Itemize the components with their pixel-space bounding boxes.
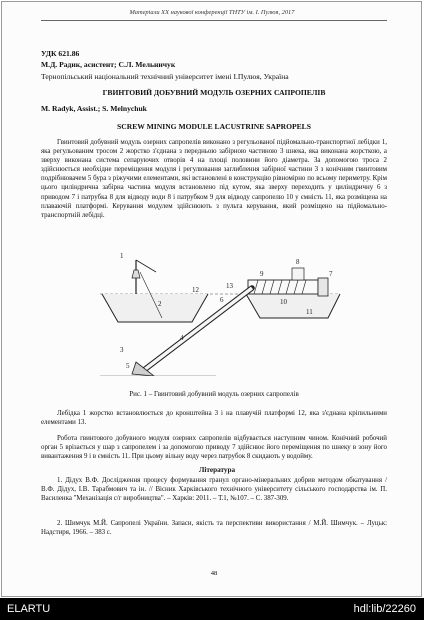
running-header: Матеріали XX наукової конференції ТНТУ ім. І. Пулюя, 2017 — [129, 9, 295, 16]
page-number: 48 — [210, 570, 218, 577]
literature-heading: Література — [199, 466, 236, 474]
header-rule — [41, 20, 387, 21]
udc-code: УДК 621.86 — [41, 49, 80, 58]
callout-4: 4 — [180, 334, 184, 342]
paragraph-3: Робота гвинтового добувного модуля озерних сапропелів відбувається наступним чином. Конічний робочий орган 5 врізається у шар з сапропелем і за допомогою приводу 7 здійснює його переміщення по шнеку в зону його вивантаження 9 і в ємність 11. При цьому вільну воду через патрубок 8 скидають у водойму. — [41, 435, 387, 461]
authors-en: M. Radyk, Assist.; S. Melnychuk — [41, 104, 147, 113]
callout-2: 2 — [158, 300, 162, 308]
callout-7: 7 — [329, 270, 333, 278]
callout-10: 10 — [280, 298, 287, 306]
callout-6: 6 — [220, 296, 224, 304]
callout-13: 13 — [226, 282, 233, 290]
left-pontoon — [102, 294, 208, 322]
callout-9: 9 — [260, 270, 264, 278]
reference-2: 2. Шимчук М.Й. Сапропелі України. Запаси, якість та перспективи використання / М.Й. Шимчук. – Луцьк: Надстиря, 1966. – 383 с. — [41, 520, 387, 537]
title-en: SCREW MINING MODULE LACUSTRINE SAPROPELS — [117, 122, 311, 131]
callout-3: 3 — [120, 346, 124, 354]
title-ua: ГВИНТОВИЙ ДОБУВНИЙ МОДУЛЬ ОЗЕРНИХ САПРОПЕЛІВ — [102, 88, 326, 97]
discharge-screw — [248, 280, 318, 294]
module-diagram — [96, 248, 342, 376]
callout-1: 1 — [120, 252, 124, 260]
paragraph-1: Гвинтовий добувний модуль озерних сапропелів виконано з регульованої підйомально-транспортної лебідки 1, яка регульованим тросом 2 жорстко з'єднана з передньою забірною частиною 3 шнека, яка виконана жорсткою, а зверху виконана система сепаруючих отворів 4 на площі половини його діаметра. За допомогою троса 2 здійснюється необхідне переміщення модуля і регулювання заглиблення забірної частини 3 з конічним гвинтовим подрібнювачем 5 бура з ріжучими елементами, які встановлені в конструкцію рівномірно по всьому периметру. Крім цього циліндрична забірна частина модуля встановлено під кутом, яка зверху переходить у циліндричну 6 з приводом 7 і патрубка 8 для відводу води 8 і патрубком 9 для відводу сапропелю 10 у ємність 11, яка розміщена на плаваючій платформі. Керування модулем здійснюють з пульта керування, який розміщено на підйомально-транспортній лебідці. — [41, 139, 387, 219]
module-drawing — [96, 248, 342, 376]
document-page — [1, 1, 422, 597]
water-outlet — [292, 268, 304, 280]
paragraph-2: Лебідка 1 жорстко встановлюється до кронштейна 3 і на плавучій платформі 12, яка з'єднана кріпильними елементами 13. — [41, 410, 387, 427]
drive-unit — [318, 278, 328, 296]
affiliation: Тернопільський національний технічний університет імені І.Пулюя, Україна — [41, 72, 289, 81]
handle-id: hdl:lib/22260 — [353, 603, 416, 615]
authors-ua: М.Д. Радик, асистент; С.Л. Мельничук — [41, 60, 176, 69]
winch — [132, 270, 140, 278]
reference-1: 1. Дідух В.Ф. Дослідження процесу формування гранул органо-мінеральних добрив методом обкатування / В.Ф. Дідух, І.В. Тарабмович та ін. // Вісник Харківського технічного університету сільського господарства ім. П. Василенка "Механізація с/г виробництва". – Харків: 2011. – Т.1, №107. – С. 387-309. — [41, 477, 387, 503]
figure-caption: Рис. 1 – Гвинтовий добувний модуль озерних сапропелів — [129, 390, 299, 398]
right-pontoon — [246, 294, 340, 318]
callout-11: 11 — [306, 308, 313, 316]
callout-12: 12 — [192, 286, 199, 294]
repository-footer-bar — [0, 598, 424, 620]
winch-boom — [136, 260, 156, 272]
repository-name: ELARTU — [7, 603, 51, 615]
callout-5: 5 — [126, 362, 130, 370]
callout-8: 8 — [296, 258, 300, 266]
